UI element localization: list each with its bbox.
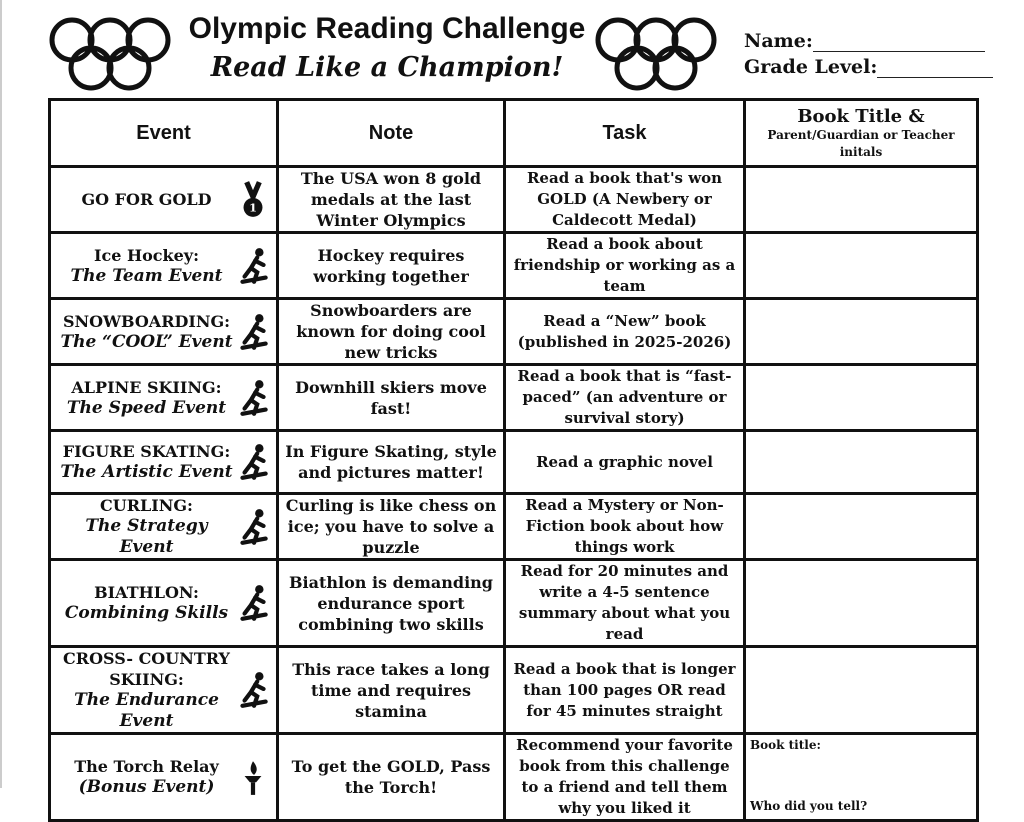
event-name: SNOWBOARDING: [62,311,231,331]
event-subtitle: The “COOL” Event [60,331,233,352]
note-cell: Snowboarders are known for doing cool new tricks [278,299,505,365]
torch-icon [236,757,270,797]
page-subtitle: Read Like a Champion! [210,52,564,83]
note-cell: Curling is like chess on ice; you have to solve a puzzle [278,494,505,560]
event-cell [50,233,278,299]
svg-text:1: 1 [248,200,258,215]
header-task: Task [505,100,745,167]
task-cell: Read a “New” book (published in 2025-2026) [505,299,745,365]
event-cell [50,560,278,647]
book-title-cell[interactable] [745,560,978,647]
table-row [50,431,978,494]
table-row [50,299,978,365]
event-subtitle: Combining Skills [64,603,229,623]
event-subtitle: The Team Event [70,265,223,286]
table-row [50,734,978,821]
curler-icon [236,507,270,547]
event-cell [50,647,278,734]
table-row [50,167,978,233]
note-cell: To get the GOLD, Pass the Torch! [278,734,505,821]
task-cell: Read a Mystery or Non-Fiction book about how things work [505,494,745,560]
cross-country-skier-icon [236,670,270,710]
task-cell: Read a book about friendship or working as a team [505,233,745,299]
who-did-you-tell-label: Who did you tell? [750,799,868,813]
skier-icon [236,378,270,418]
book-title-cell[interactable] [745,734,978,821]
challenge-table [48,98,979,822]
book-title-cell[interactable] [745,299,978,365]
olympic-rings-icon [594,14,719,96]
figure-skater-icon [236,442,270,482]
name-label: Name: [744,30,813,52]
header-note: Note [278,100,505,167]
event-name: Ice Hockey: [94,245,199,265]
note-cell: Hockey requires working together [278,233,505,299]
task-cell: Read a book that is longer than 100 pages OR read for 45 minutes straight [505,647,745,734]
book-title-cell[interactable] [745,431,978,494]
table-row [50,494,978,560]
event-name: ALPINE SKIING: [71,377,222,397]
book-title-cell[interactable] [745,494,978,560]
header-book-title [745,100,978,167]
book-title-cell[interactable] [745,167,978,233]
book-title-cell[interactable] [745,365,978,431]
grade-level-label: Grade Level: [744,56,878,78]
event-cell [50,167,278,233]
event-cell [50,299,278,365]
task-cell: Read a graphic novel [505,431,745,494]
event-subtitle: (Bonus Event) [78,777,215,797]
table-row [50,647,978,734]
event-cell [50,365,278,431]
note-cell: Biathlon is demanding endurance sport combining two skills [278,560,505,647]
snowboarder-icon [236,312,270,352]
note-cell: The USA won 8 gold medals at the last Winter Olympics [278,167,505,233]
event-name: FIGURE SKATING: [62,442,231,461]
event-subtitle: The Endurance Event [74,690,219,731]
note-cell: This race takes a long time and requires stamina [278,647,505,734]
note-cell: In Figure Skating, style and pictures matter! [278,431,505,494]
event-cell [50,431,278,494]
event-subtitle: The Strategy Event [85,516,208,557]
book-title-label: Book title: [750,738,821,752]
event-cell [50,494,278,560]
header-event: Event [50,100,278,167]
task-cell: Read a book that's won GOLD (A Newbery or Caldecott Medal) [505,167,745,233]
medal-icon [236,180,270,220]
header-book-subtitle: Parent/Guardian or Teacher initals [767,127,955,159]
event-name: BIATHLON: [94,583,199,602]
table-row [50,560,978,647]
event-name: CURLING: [100,496,193,515]
name-field[interactable] [744,30,985,52]
event-name: CROSS- COUNTRY SKIING: [63,649,230,689]
task-cell: Recommend your favorite book from this challenge to a friend and tell them why you liked it [505,734,745,821]
task-cell: Read a book that is “fast-paced” (an adventure or survival story) [505,365,745,431]
event-cell [50,734,278,821]
task-cell: Read for 20 minutes and write a 4-5 sentence summary about what you read [505,560,745,647]
event-subtitle: The Artistic Event [60,462,233,482]
note-cell: Downhill skiers move fast! [278,365,505,431]
event-name: GO FOR GOLD [81,190,212,209]
biathlete-icon [236,583,270,623]
hockey-player-icon [236,246,270,286]
header-book-title-label: Book Title & [797,105,925,127]
event-subtitle: The Speed Event [66,397,227,418]
table-row [50,233,978,299]
page-title: Olympic Reading Challenge [188,12,586,45]
grade-level-field[interactable] [744,56,993,78]
olympic-rings-icon [48,14,173,96]
event-name: The Torch Relay [74,757,219,776]
book-title-cell[interactable] [745,233,978,299]
book-title-cell[interactable] [745,647,978,734]
table-header-row [50,100,978,167]
table-row [50,365,978,431]
